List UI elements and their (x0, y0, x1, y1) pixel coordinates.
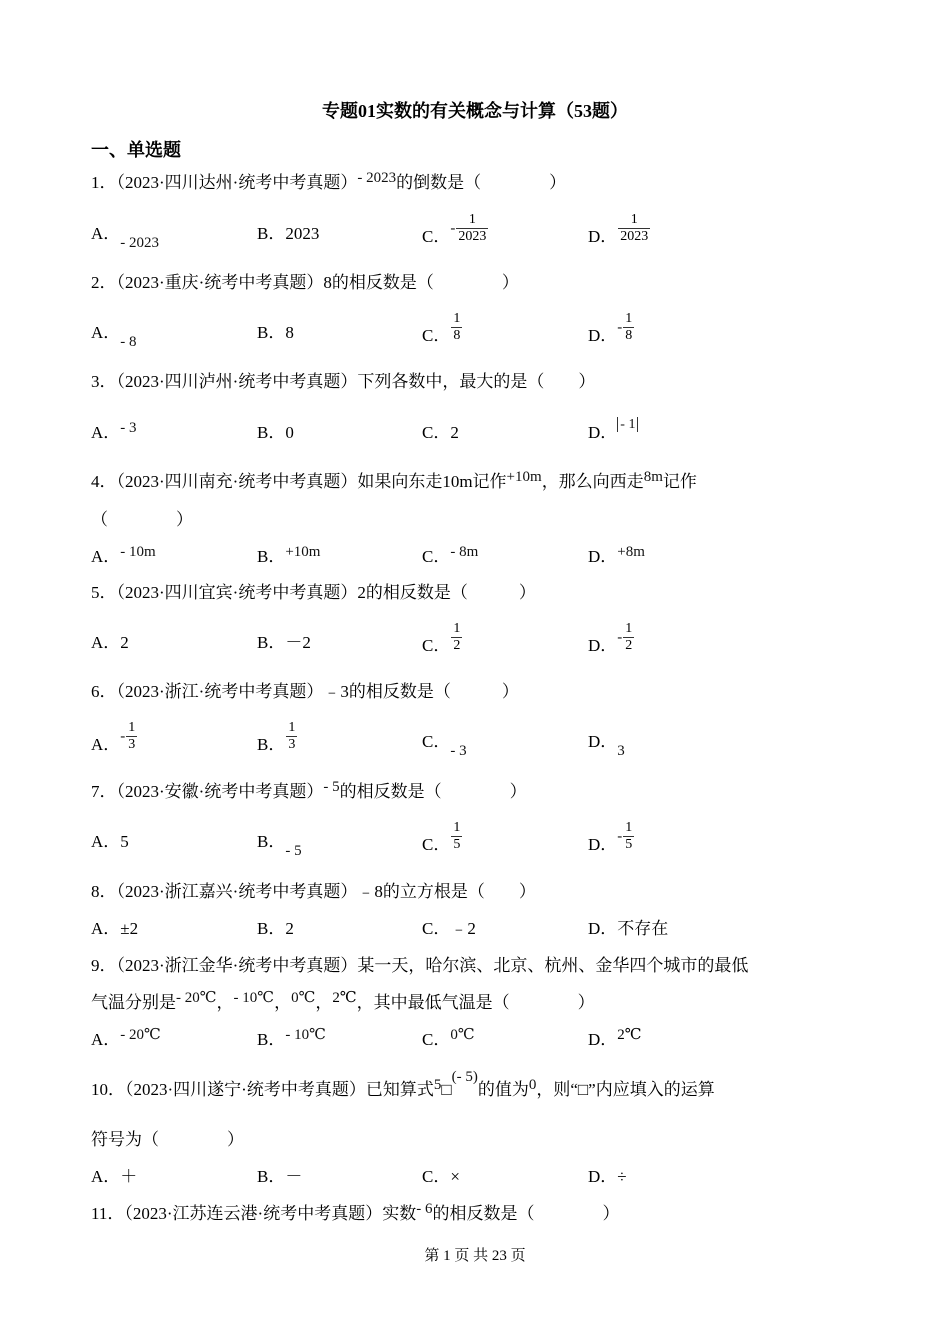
q4-option-d: D．+8m (588, 544, 645, 566)
q2-option-a: A．- 8 (91, 323, 137, 350)
q3-option-b: B．0 (257, 423, 294, 442)
question-7-stem: 7．（2023·安徽·统考中考真题）- 5的相反数是（ ） (91, 779, 527, 801)
q1-option-c: C．- $\frac{1}{2023}$ (422, 212, 487, 247)
q10-option-a: A．＋ (91, 1167, 138, 1186)
q6-option-d: D．3 (588, 732, 625, 759)
question-3-stem: 3．（2023·四川泸州·统考中考真题）下列各数中，最大的是（ ） (91, 372, 596, 391)
q10-option-b: B．－ (257, 1167, 303, 1186)
q3-option-a: A．- 3 (91, 420, 137, 442)
q9-option-b: B．- 10℃ (257, 1027, 326, 1049)
question-9-stem-line2: 气温分别是- 20℃，- 10℃，0℃，2℃，其中最低气温是（ ） (91, 990, 595, 1012)
question-6-stem: 6．（2023·浙江·统考中考真题）﹣3的相反数是（ ） (91, 682, 519, 701)
q7-option-b: B．- 5 (257, 832, 302, 859)
q6-option-a: A．- $\frac{1}{3}$ (91, 720, 136, 755)
question-1-stem: 1．（2023·四川达州·统考中考真题）- 2023的倒数是（ ） (91, 170, 567, 192)
q2-option-c: C． $\frac{1}{8}$ (422, 311, 461, 346)
q4-option-c: C．- 8m (422, 544, 479, 566)
q1-option-d: D． $\frac{1}{2023}$ (588, 212, 649, 247)
q7-option-c: C． $\frac{1}{5}$ (422, 820, 461, 855)
q7-option-a: A．5 (91, 832, 129, 851)
q4-option-b: B．+10m (257, 544, 321, 566)
q6-option-c: C．- 3 (422, 732, 467, 759)
q9-option-c: C．0℃ (422, 1027, 475, 1049)
q5-option-d: D．- $\frac{1}{2}$ (588, 621, 633, 656)
q3-option-d: D． $^{- 1}$ (588, 421, 638, 447)
q6-option-b: B． $\frac{1}{3}$ (257, 720, 296, 755)
q2-option-b: B．8 (257, 323, 294, 342)
page-title: 专题01实数的有关概念与计算（53题） (322, 101, 628, 121)
question-5-stem: 5．（2023·四川宜宾·统考中考真题）2的相反数是（ ） (91, 583, 536, 602)
question-9-stem: 9．（2023·浙江金华·统考中考真题）某一天，哈尔滨、北京、杭州、金华四个城市的最低 (91, 956, 749, 975)
q8-option-c: C．﹣2 (422, 919, 476, 938)
q4-option-a: A．- 10m (91, 544, 156, 566)
q8-option-d: D．不存在 (588, 919, 669, 938)
q5-option-a: A．2 (91, 633, 129, 652)
q8-option-a: A．±2 (91, 919, 139, 938)
question-8-stem: 8．（2023·浙江嘉兴·统考中考真题）﹣8的立方根是（ ） (91, 882, 536, 901)
q3-option-c: C．2 (422, 423, 459, 442)
q9-option-d: D．2℃ (588, 1027, 642, 1049)
question-2-stem: 2．（2023·重庆·统考中考真题）8的相反数是（ ） (91, 273, 519, 292)
page-footer: 第 1 页 共 23 页 (424, 1248, 526, 1264)
q7-option-d: D．- $\frac{1}{5}$ (588, 820, 633, 855)
q2-option-d: D．- $\frac{1}{8}$ (588, 311, 633, 346)
q5-option-b: B．－2 (257, 633, 311, 652)
section-heading: 一、单选题 (91, 140, 181, 160)
q1-option-a: A．- 2023 (91, 224, 160, 251)
question-4-stem-line2: （ ） (91, 510, 193, 529)
q9-option-a: A．- 20℃ (91, 1027, 161, 1049)
question-4-stem: 4．（2023·四川南充·统考中考真题）如果向东走10m记作+10m，那么向西走8m记作 (91, 469, 697, 491)
question-10-stem-line2: 符号为（ ） (91, 1130, 244, 1149)
question-11-stem: 11．（2023·江苏连云港·统考中考真题）实数- 6的相反数是（ ） (91, 1201, 620, 1223)
q1-option-b: B．2023 (257, 224, 320, 243)
q10-option-c: C．× (422, 1167, 460, 1186)
q8-option-b: B．2 (257, 919, 294, 938)
question-10-stem: 10．（2023·四川遂宁·统考中考真题）已知算式5□(- 5)的值为0，则“□”内应填入的运算 (91, 1069, 715, 1099)
q10-option-d: D．÷ (588, 1167, 627, 1186)
q5-option-c: C． $\frac{1}{2}$ (422, 621, 461, 656)
